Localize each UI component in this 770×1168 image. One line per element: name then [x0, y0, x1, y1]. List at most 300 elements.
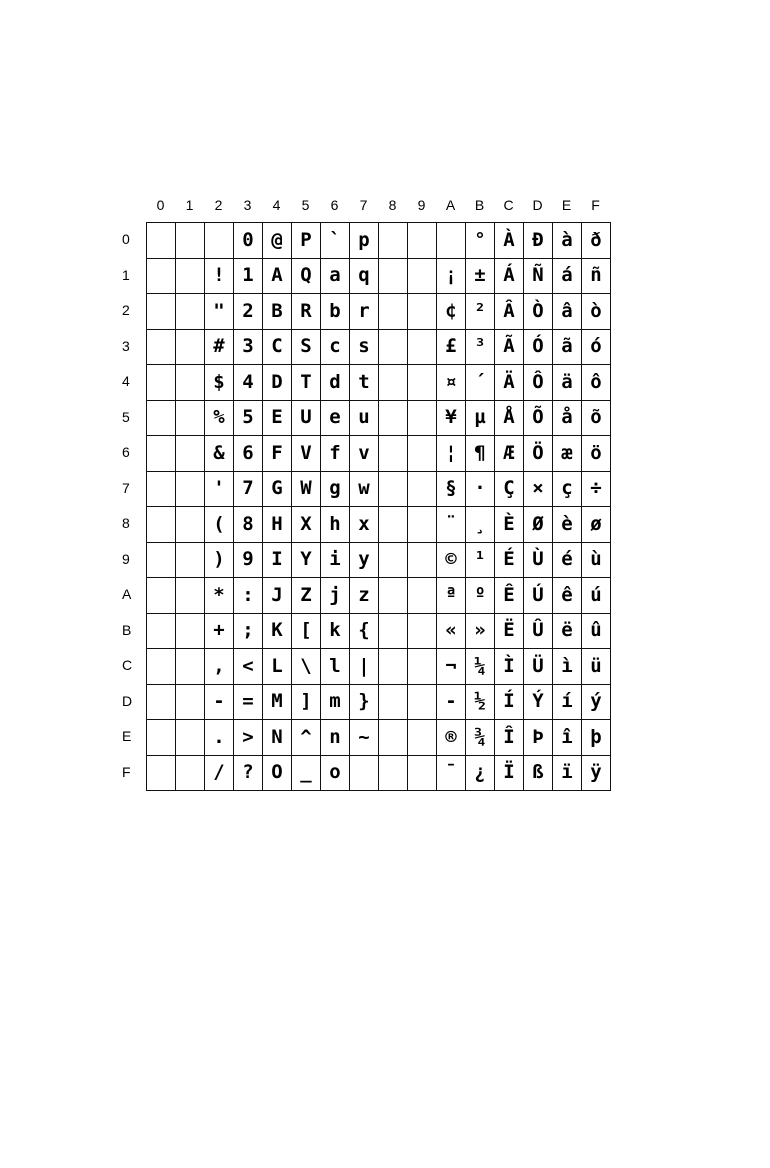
char-cell-32: 2 [234, 294, 263, 330]
char-cell-4F: O [263, 756, 292, 792]
row-header-1: 1 [122, 266, 130, 283]
char-cell-5C: \ [292, 649, 321, 685]
char-cell-01 [147, 259, 176, 295]
char-cell-E1: á [553, 259, 582, 295]
char-cell-70: p [350, 223, 379, 259]
char-cell-ED: í [553, 685, 582, 721]
char-cell-75: u [350, 401, 379, 437]
char-cell-14 [176, 365, 205, 401]
char-cell-4E: N [263, 720, 292, 756]
row-header-4: 4 [122, 373, 130, 389]
char-cell-25: % [205, 401, 234, 437]
char-cell-35: 5 [234, 401, 263, 437]
char-cell-D9: Ù [524, 543, 553, 579]
char-cell-C9: É [495, 543, 524, 579]
char-cell-C5: Å [495, 401, 524, 437]
char-cell-8D [379, 685, 408, 721]
char-cell-AD: - [437, 685, 466, 721]
char-cell-63: c [321, 330, 350, 366]
char-cell-64: d [321, 365, 350, 401]
char-cell-FD: ý [582, 685, 611, 721]
char-cell-A6: ¦ [437, 436, 466, 472]
char-cell-65: e [321, 401, 350, 437]
char-cell-86 [379, 436, 408, 472]
char-cell-90 [408, 223, 437, 259]
char-cell-5E: ^ [292, 720, 321, 756]
row-header-2: 2 [122, 302, 130, 318]
char-cell-41: A [263, 259, 292, 295]
char-cell-89 [379, 543, 408, 579]
char-cell-FA: ú [582, 578, 611, 614]
char-cell-BE: ¾ [466, 720, 495, 756]
char-cell-0E [147, 720, 176, 756]
char-cell-11 [176, 259, 205, 295]
char-cell-9D [408, 685, 437, 721]
char-cell-79: y [350, 543, 379, 579]
char-cell-66: f [321, 436, 350, 472]
char-cell-78: x [350, 507, 379, 543]
grid-row-0 [147, 223, 611, 259]
char-cell-0A [147, 578, 176, 614]
char-cell-61: a [321, 259, 350, 295]
char-cell-F3: ó [582, 330, 611, 366]
char-cell-EB: ë [553, 614, 582, 650]
char-cell-8F [379, 756, 408, 792]
column-header-3: 3 [243, 197, 252, 213]
char-cell-02 [147, 294, 176, 330]
char-cell-50: P [292, 223, 321, 259]
row-header-3: 3 [122, 337, 130, 354]
char-cell-52: R [292, 294, 321, 330]
char-cell-33: 3 [234, 330, 263, 366]
char-cell-B6: ¶ [466, 436, 495, 472]
char-cell-19 [176, 543, 205, 579]
char-cell-1C [176, 649, 205, 685]
char-cell-E7: ç [553, 472, 582, 508]
grid-row-D [147, 685, 611, 721]
char-cell-3B: ; [234, 614, 263, 650]
grid-row-C [147, 649, 611, 685]
char-cell-8E [379, 720, 408, 756]
char-cell-30: 0 [234, 223, 263, 259]
char-cell-58: X [292, 507, 321, 543]
grid-row-2 [147, 294, 611, 330]
char-cell-6D: m [321, 685, 350, 721]
char-cell-D7: × [524, 472, 553, 508]
row-header-B: B [122, 621, 132, 638]
char-cell-9E [408, 720, 437, 756]
char-cell-CC: Ì [495, 649, 524, 685]
char-cell-72: r [350, 294, 379, 330]
char-cell-B0: ° [466, 223, 495, 259]
char-cell-AA: ª [437, 578, 466, 614]
char-cell-82 [379, 294, 408, 330]
char-cell-57: W [292, 472, 321, 508]
column-header-9: 9 [417, 197, 426, 213]
char-cell-39: 9 [234, 543, 263, 579]
char-cell-F2: ò [582, 294, 611, 330]
char-cell-D5: Õ [524, 401, 553, 437]
char-cell-EE: î [553, 720, 582, 756]
char-cell-2B: + [205, 614, 234, 650]
grid-row-7 [147, 472, 611, 508]
char-cell-CB: Ë [495, 614, 524, 650]
char-cell-9B [408, 614, 437, 650]
char-cell-DA: Ú [524, 578, 553, 614]
char-cell-C7: Ç [495, 472, 524, 508]
char-cell-AB: « [437, 614, 466, 650]
char-cell-7C: | [350, 649, 379, 685]
char-cell-3C: < [234, 649, 263, 685]
char-cell-85 [379, 401, 408, 437]
char-cell-C3: Ã [495, 330, 524, 366]
grid-row-5 [147, 401, 611, 437]
column-header-8: 8 [388, 197, 397, 213]
char-cell-7F [350, 756, 379, 792]
char-cell-93 [408, 330, 437, 366]
char-cell-D0: Ð [524, 223, 553, 259]
char-cell-62: b [321, 294, 350, 330]
char-cell-9F [408, 756, 437, 792]
char-cell-15 [176, 401, 205, 437]
char-cell-95 [408, 401, 437, 437]
char-cell-07 [147, 472, 176, 508]
grid-row-3 [147, 330, 611, 366]
char-cell-BA: º [466, 578, 495, 614]
char-cell-1B [176, 614, 205, 650]
char-cell-FF: ÿ [582, 756, 611, 792]
char-cell-56: V [292, 436, 321, 472]
char-cell-5F: _ [292, 756, 321, 792]
char-cell-49: I [263, 543, 292, 579]
char-cell-6F: o [321, 756, 350, 792]
char-cell-F6: ö [582, 436, 611, 472]
char-cell-60: ` [321, 223, 350, 259]
char-cell-13 [176, 330, 205, 366]
char-cell-3F: ? [234, 756, 263, 792]
char-cell-5B: [ [292, 614, 321, 650]
column-header-0: 0 [156, 197, 165, 213]
char-cell-4B: K [263, 614, 292, 650]
column-header-5: 5 [301, 197, 310, 213]
char-cell-E4: ä [553, 365, 582, 401]
char-cell-DF: ß [524, 756, 553, 792]
row-header-F: F [122, 763, 131, 780]
char-cell-81 [379, 259, 408, 295]
char-cell-E6: æ [553, 436, 582, 472]
char-cell-24: $ [205, 365, 234, 401]
grid-row-F [147, 756, 611, 792]
grid-row-B [147, 614, 611, 650]
char-cell-00 [147, 223, 176, 259]
column-header-4: 4 [272, 197, 281, 213]
column-header-D: D [532, 197, 543, 213]
char-cell-6E: n [321, 720, 350, 756]
char-cell-74: t [350, 365, 379, 401]
char-cell-B1: ± [466, 259, 495, 295]
char-cell-27: ' [205, 472, 234, 508]
char-cell-99 [408, 543, 437, 579]
char-cell-7A: z [350, 578, 379, 614]
char-cell-10 [176, 223, 205, 259]
char-cell-FE: þ [582, 720, 611, 756]
char-cell-4A: J [263, 578, 292, 614]
row-header-6: 6 [122, 444, 130, 460]
char-cell-BB: » [466, 614, 495, 650]
char-cell-C2: Â [495, 294, 524, 330]
char-cell-CA: Ê [495, 578, 524, 614]
char-cell-42: B [263, 294, 292, 330]
char-cell-A2: ¢ [437, 294, 466, 330]
char-cell-26: & [205, 436, 234, 472]
char-cell-2A: * [205, 578, 234, 614]
char-cell-AF: ¯ [437, 756, 466, 792]
char-cell-96 [408, 436, 437, 472]
char-cell-09 [147, 543, 176, 579]
char-cell-28: ( [205, 507, 234, 543]
char-cell-AC: ¬ [437, 649, 466, 685]
row-header-0: 0 [122, 231, 130, 247]
char-cell-31: 1 [234, 259, 263, 295]
row-header-7: 7 [122, 479, 130, 496]
char-cell-C8: È [495, 507, 524, 543]
char-cell-06 [147, 436, 176, 472]
char-cell-17 [176, 472, 205, 508]
char-cell-38: 8 [234, 507, 263, 543]
char-cell-6C: l [321, 649, 350, 685]
char-cell-0D [147, 685, 176, 721]
char-cell-A8: ¨ [437, 507, 466, 543]
char-cell-F1: ñ [582, 259, 611, 295]
char-cell-2E: . [205, 720, 234, 756]
row-header-D: D [122, 692, 133, 709]
char-cell-43: C [263, 330, 292, 366]
char-cell-1D [176, 685, 205, 721]
char-cell-21: ! [205, 259, 234, 295]
char-cell-92 [408, 294, 437, 330]
char-cell-B5: µ [466, 401, 495, 437]
char-cell-FC: ü [582, 649, 611, 685]
grid-row-A [147, 578, 611, 614]
grid-row-E [147, 720, 611, 756]
char-cell-B8: ¸ [466, 507, 495, 543]
char-cell-A4: ¤ [437, 365, 466, 401]
char-cell-3E: > [234, 720, 263, 756]
char-cell-B2: ² [466, 294, 495, 330]
char-cell-DD: Ý [524, 685, 553, 721]
char-cell-04 [147, 365, 176, 401]
char-cell-45: E [263, 401, 292, 437]
column-header-F: F [591, 197, 600, 213]
char-cell-B3: ³ [466, 330, 495, 366]
char-cell-E0: à [553, 223, 582, 259]
char-cell-C4: Ä [495, 365, 524, 401]
char-cell-B9: ¹ [466, 543, 495, 579]
char-cell-D1: Ñ [524, 259, 553, 295]
column-header-E: E [561, 197, 572, 213]
char-cell-08 [147, 507, 176, 543]
char-cell-D6: Ö [524, 436, 553, 472]
char-cell-DE: Þ [524, 720, 553, 756]
char-cell-A7: § [437, 472, 466, 508]
char-cell-DB: Û [524, 614, 553, 650]
char-cell-1E [176, 720, 205, 756]
grid-row-8 [147, 507, 611, 543]
char-cell-34: 4 [234, 365, 263, 401]
char-cell-4D: M [263, 685, 292, 721]
char-cell-1A [176, 578, 205, 614]
grid-row-1 [147, 259, 611, 295]
column-header-C: C [503, 197, 514, 213]
char-cell-7D: } [350, 685, 379, 721]
char-cell-54: T [292, 365, 321, 401]
char-cell-A0 [437, 223, 466, 259]
char-cell-E5: å [553, 401, 582, 437]
char-cell-F8: ø [582, 507, 611, 543]
char-cell-18 [176, 507, 205, 543]
char-cell-68: h [321, 507, 350, 543]
char-cell-DC: Ü [524, 649, 553, 685]
char-cell-A5: ¥ [437, 401, 466, 437]
char-cell-47: G [263, 472, 292, 508]
char-cell-0C [147, 649, 176, 685]
char-cell-71: q [350, 259, 379, 295]
char-cell-EC: ì [553, 649, 582, 685]
char-cell-20 [205, 223, 234, 259]
char-cell-E3: ã [553, 330, 582, 366]
char-cell-1F [176, 756, 205, 792]
char-cell-EF: ï [553, 756, 582, 792]
grid-row-4 [147, 365, 611, 401]
char-cell-9A [408, 578, 437, 614]
char-cell-22: " [205, 294, 234, 330]
char-cell-7E: ~ [350, 720, 379, 756]
char-cell-F4: ô [582, 365, 611, 401]
char-cell-76: v [350, 436, 379, 472]
char-cell-A1: ¡ [437, 259, 466, 295]
char-cell-BF: ¿ [466, 756, 495, 792]
char-cell-C0: À [495, 223, 524, 259]
char-cell-C6: Æ [495, 436, 524, 472]
char-cell-A3: £ [437, 330, 466, 366]
char-cell-E2: â [553, 294, 582, 330]
char-cell-46: F [263, 436, 292, 472]
char-cell-C1: Á [495, 259, 524, 295]
char-cell-EA: ê [553, 578, 582, 614]
char-cell-55: U [292, 401, 321, 437]
char-cell-37: 7 [234, 472, 263, 508]
char-cell-7B: { [350, 614, 379, 650]
char-cell-8A [379, 578, 408, 614]
column-header-A: A [445, 197, 456, 213]
row-header-A: A [122, 586, 132, 602]
char-cell-F9: ù [582, 543, 611, 579]
char-cell-8B [379, 614, 408, 650]
column-header-6: 6 [330, 197, 339, 213]
char-cell-53: S [292, 330, 321, 366]
column-header-B: B [474, 197, 485, 213]
char-cell-8C [379, 649, 408, 685]
char-cell-88 [379, 507, 408, 543]
char-cell-6A: j [321, 578, 350, 614]
char-cell-69: i [321, 543, 350, 579]
char-cell-FB: û [582, 614, 611, 650]
char-cell-4C: L [263, 649, 292, 685]
char-cell-CD: Í [495, 685, 524, 721]
char-cell-29: ) [205, 543, 234, 579]
char-cell-84 [379, 365, 408, 401]
char-cell-5A: Z [292, 578, 321, 614]
char-cell-83 [379, 330, 408, 366]
char-cell-B7: · [466, 472, 495, 508]
row-header-8: 8 [122, 515, 130, 531]
char-cell-48: H [263, 507, 292, 543]
char-cell-05 [147, 401, 176, 437]
grid-row-6 [147, 436, 611, 472]
row-header-9: 9 [122, 550, 130, 567]
row-header-E: E [122, 728, 132, 744]
char-cell-D4: Ô [524, 365, 553, 401]
char-cell-36: 6 [234, 436, 263, 472]
char-cell-97 [408, 472, 437, 508]
grid-row-9 [147, 543, 611, 579]
char-cell-F5: õ [582, 401, 611, 437]
char-cell-0B [147, 614, 176, 650]
char-cell-23: # [205, 330, 234, 366]
char-cell-40: @ [263, 223, 292, 259]
column-header-2: 2 [214, 197, 223, 213]
char-cell-AE: ® [437, 720, 466, 756]
char-cell-59: Y [292, 543, 321, 579]
char-cell-03 [147, 330, 176, 366]
char-cell-D8: Ø [524, 507, 553, 543]
char-cell-F0: ð [582, 223, 611, 259]
char-cell-D3: Ó [524, 330, 553, 366]
column-header-7: 7 [359, 197, 368, 213]
char-cell-BC: ¼ [466, 649, 495, 685]
char-cell-3A: : [234, 578, 263, 614]
char-cell-3D: = [234, 685, 263, 721]
char-cell-6B: k [321, 614, 350, 650]
char-cell-B4: ´ [466, 365, 495, 401]
char-cell-16 [176, 436, 205, 472]
char-cell-94 [408, 365, 437, 401]
char-cell-E9: é [553, 543, 582, 579]
char-cell-9C [408, 649, 437, 685]
row-header-5: 5 [122, 408, 130, 425]
char-cell-44: D [263, 365, 292, 401]
char-cell-0F [147, 756, 176, 792]
char-cell-A9: © [437, 543, 466, 579]
char-cell-2F: / [205, 756, 234, 792]
char-cell-2D: - [205, 685, 234, 721]
char-cell-67: g [321, 472, 350, 508]
char-cell-CF: Ï [495, 756, 524, 792]
char-cell-12 [176, 294, 205, 330]
row-header-C: C [122, 657, 133, 673]
char-cell-73: s [350, 330, 379, 366]
character-grid [146, 222, 611, 791]
char-cell-2C: , [205, 649, 234, 685]
char-cell-D2: Ò [524, 294, 553, 330]
char-cell-80 [379, 223, 408, 259]
char-cell-E8: è [553, 507, 582, 543]
char-cell-77: w [350, 472, 379, 508]
column-header-1: 1 [185, 197, 194, 213]
char-cell-87 [379, 472, 408, 508]
char-cell-91 [408, 259, 437, 295]
char-cell-51: Q [292, 259, 321, 295]
